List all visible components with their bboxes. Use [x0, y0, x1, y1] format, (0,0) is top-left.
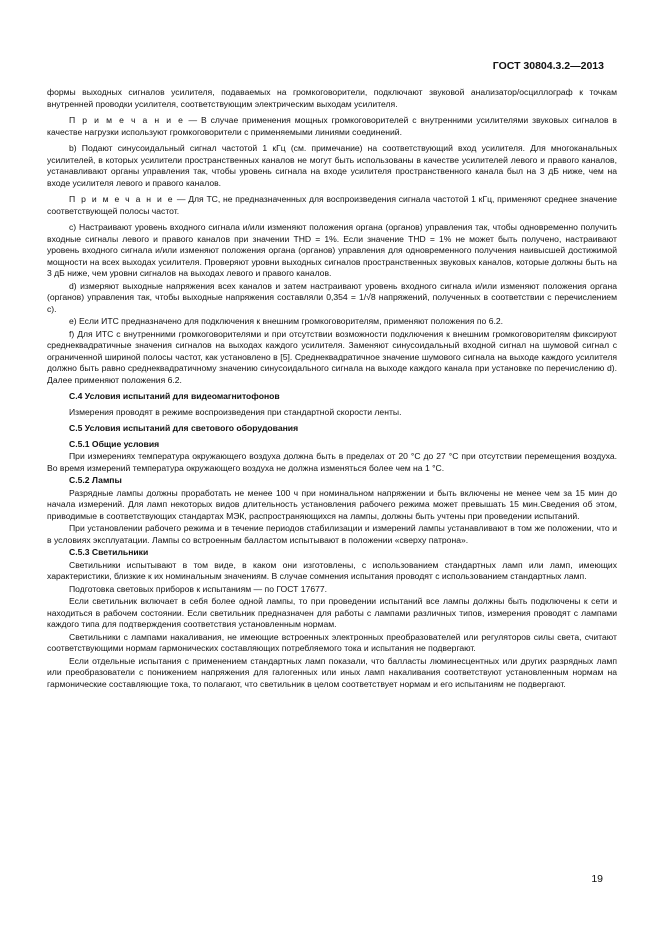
- section-c53-text-2: Подготовка световых приборов к испытаниям — по ГОСТ 17677.: [69, 583, 328, 594]
- paragraph-d: d) измеряют выходные напряжения всех каналов и затем настраивают уровень входного сигнала и/или изменяют положения органа (органов) управления так, чтобы выходные напряжения составляли 0,354 = 1/√8 напряжений, полученных в соответствии с перечислением с).: [47, 280, 617, 314]
- section-c52-heading: С.5.2 Лампы: [69, 475, 122, 485]
- section-c53-text-5: Если отдельные испытания с применением стандартных ламп показали, что балласты люминесцентных или других разрядных ламп или преобразователи с понижением напряжения для галогенных или иных ламп накаливания соответствуют установленным нормам на гармонические составляющие тока, то полагают, что светильник в целом соответствует нормам и его испытаниям не подвергают.: [47, 655, 617, 689]
- section-c4-text: Измерения проводят в режиме воспроизведения при стандартной скорости ленты.: [69, 406, 402, 417]
- section-c53-text-1: Светильники испытывают в том виде, в каком они изготовлены, с использованием стандартных ламп или ламп, имеющих характеристики, близкие к их номинальным значениям. В случае сомнения испытания проводят с использованием стандартных ламп.: [47, 559, 617, 581]
- note-label: П р и м е ч а н и е: [69, 115, 185, 125]
- note-2: [47, 194, 617, 217]
- section-c51-text: При измерениях температура окружающего воздуха должна быть в пределах от 20 °С до 27 °С при отсутствии перемещения воздуха. Во время измерений температура окружающего воздуха не должна изменяться более чем на 1 °С.: [47, 451, 617, 473]
- section-c52-text-1: Разрядные лампы должны проработать не менее 100 ч при номинальном напряжении и быть включены не менее чем за 15 мин до начала измерений. Для ламп некоторых видов длительность установления рабочего режима может превышать 15 мин.Сведения об этом, приводимые в соответствующих стандартах МЭК, распространяющихся на лампы, должны быть учтены при проведении испытаний.: [47, 487, 617, 521]
- paragraph-e: e) Если ИТС предназначено для подключения к внешним громкоговорителям, применяют положения по 6.2.: [69, 316, 504, 326]
- paragraph-intro: формы выходных сигналов усилителя, подаваемых на громкоговорители, подключают звуковой анализатор/осциллограф к точкам внутренней проводки усилителя, соответствующим электрическим выходам усилителя.: [47, 87, 617, 109]
- note-1: [47, 115, 617, 138]
- paragraph-f: f) Для ИТС с внутренними громкоговорителями и при отсутствии возможности подключения к внешним громкоговорителям фиксируют среднеквадратичные значения сигналов на выходах каждого усилителя. Заменяют синусоидальный входной сигнал на шумовой сигнал с ограниченной шириной полосы частот, как установлено в [5]. Среднеквадратичное значение шумового сигнала на выходе каждого усилителя должно быть равно среднеквадратичному значению синусоидального сигнала на выходе каждого канала при установке по перечислению d). Далее применяют положения 6.2.: [47, 328, 617, 385]
- section-c4-heading: С.4 Условия испытаний для видеомагнитофонов: [69, 391, 280, 401]
- section-c5-heading: С.5 Условия испытаний для светового оборудования: [69, 423, 299, 433]
- note-label: П р и м е ч а н и е: [69, 194, 175, 204]
- note-text: — Для ТС, не предназначенных для воспроизведения сигнала частотой 1 кГц, применяют среднее значение соответствующей полосы частот.: [47, 194, 617, 216]
- section-c53-text-4: Светильники с лампами накаливания, не имеющие встроенных электронных преобразователей или регуляторов силы света, считают соответствующими нормам гармонических составляющих потребляемого тока и испытания не подвергают.: [47, 631, 617, 653]
- section-c53-text-3: Если светильник включает в себя более одной лампы, то при проведении испытаний все лампы должны быть подключены к сети и находиться в рабочем состоянии. Если светильник предназначен для работы с лампами различных типов, измерения проводят с лампами каждого типа для подтверждения соответствия установленным нормам.: [47, 596, 617, 629]
- paragraph-b: b) Подают синусоидальный сигнал частотой 1 кГц (см. примечание) на соответствующий вход усилителя. Для многоканальных усилителей, в которых усилители пространственных каналов не могут быть использованы в качестве усилителей левого и правого каналов, устанавливают органы управления так, чтобы уровень сигнала на входе усилителя пространственного канала был на 3 дБ ниже, чем на входе усилителя левого и правого каналов.: [47, 143, 617, 188]
- paragraph-c: c) Настраивают уровень входного сигнала и/или изменяют положения органа (органов) управления так, чтобы одновременно получить входные сигналы левого и правого каналов при значении THD = 1%. Если значение THD = 1% не может быть получено, настраивают уровень входного сигнала и/или изменяют положения органа (органов) управления для одновременного получения наивысшей достижимой мощности на всех выходах усилителя. Проверяют уровни выходных сигналов пространственных звуковых каналов, которые должны быть на 3 дБ ниже, чем уровни сигналов на выходах левого и правого каналов.: [47, 222, 617, 278]
- document-body: [47, 87, 617, 691]
- section-c51-heading: С.5.1 Общие условия: [69, 438, 160, 449]
- document-header: ГОСТ 30804.3.2—2013: [492, 60, 604, 72]
- page-number: 19: [591, 873, 603, 885]
- section-c52-text-2: При установлении рабочего режима и в течение периодов стабилизации и измерений лампы устанавливают в том же положении, что и в условиях эксплуатации. Лампы со встроенным балластом испытывают в положении «сверху патрона».: [47, 523, 617, 545]
- note-text: — В случае применения мощных громкоговорителей с внутренними усилителями звуковых сигналов в качестве нагрузки используют громкоговорители с применяемыми линиями соединений.: [47, 115, 617, 137]
- section-c53-heading: С.5.3 Светильники: [69, 547, 149, 557]
